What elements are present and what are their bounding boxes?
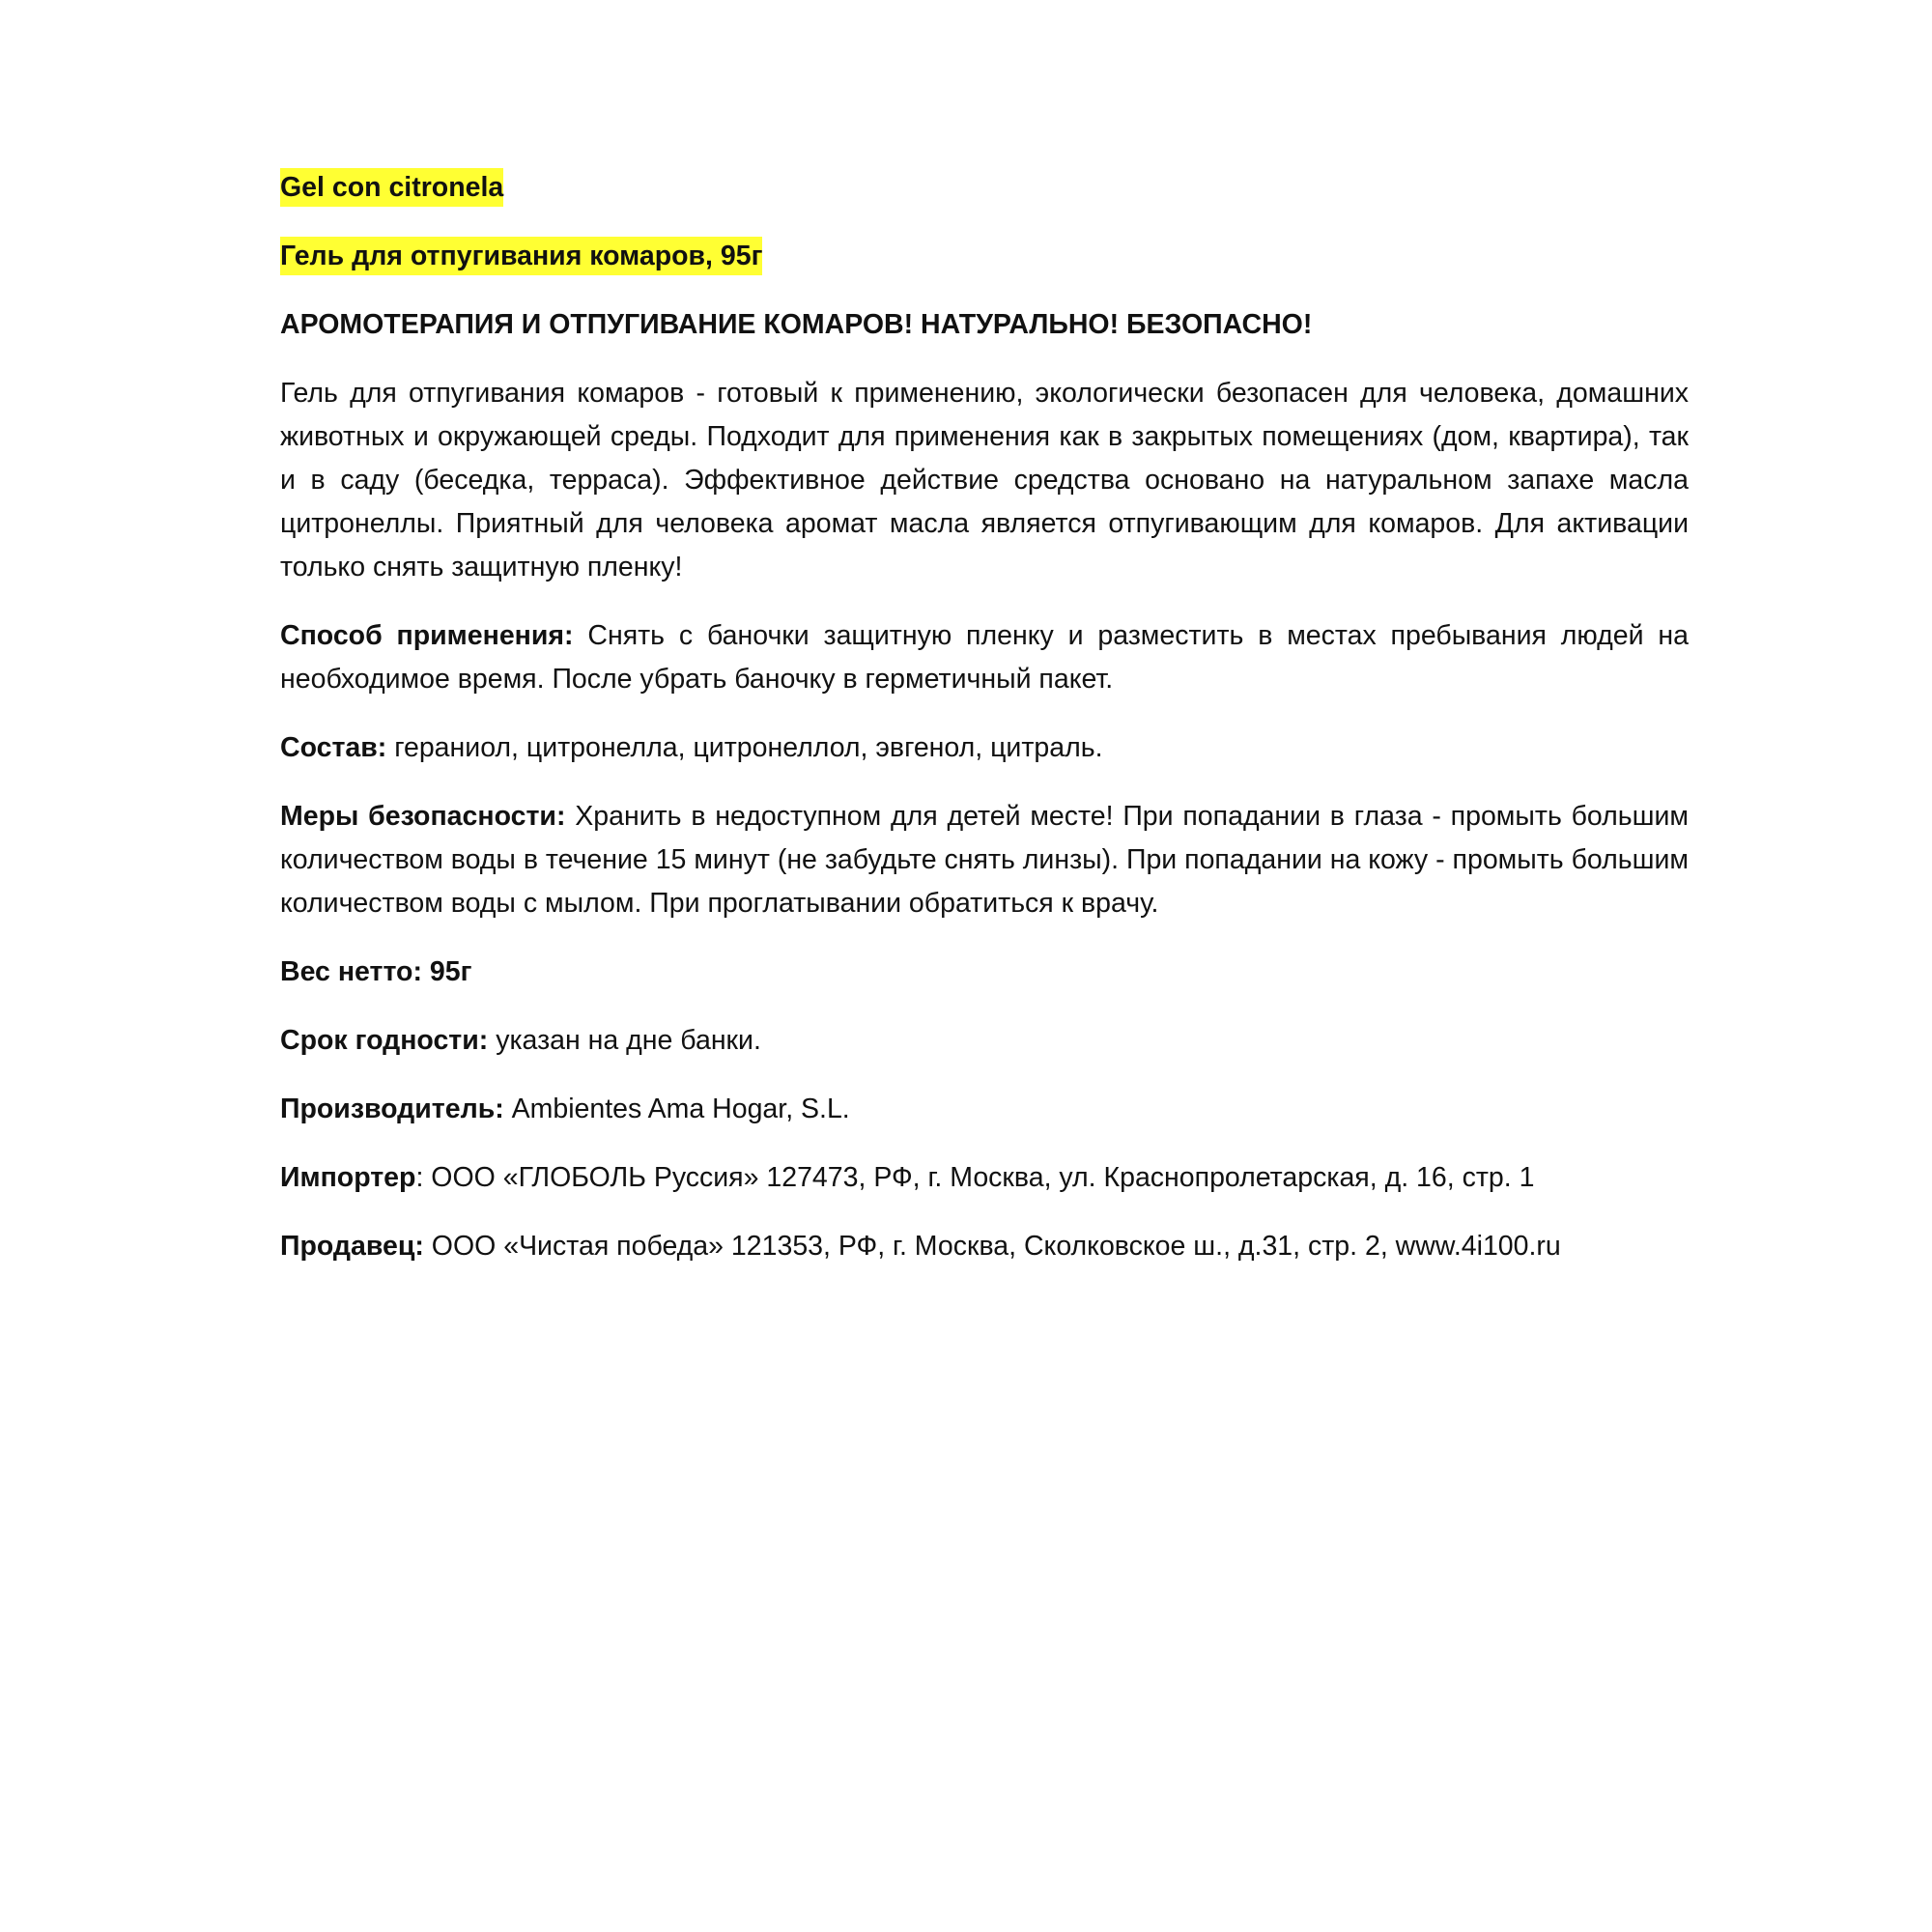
description: Гель для отпугивания комаров - готовый к применению, экологически безопасен для человека, домашних животных и окружающей среды. Подходит для применения как в закрытых помещениях (дом, квартира), так и в саду (беседка, терраса). Эффективное действие средства основано на натуральном запахе масла цитронеллы. Приятный для человека аромат масла является отпугивающим для комаров. Для активации только снять защитную пленку! bbox=[280, 378, 1689, 582]
seller-text: ООО «Чистая победа» 121353, РФ, г. Москва, Сколковское ш., д.31, стр. 2, www.4i100.ru bbox=[423, 1231, 1561, 1262]
importer-label: Импортер bbox=[280, 1162, 416, 1193]
usage-label: Способ применения: bbox=[280, 620, 574, 651]
safety-text: Хранить в недоступном для детей месте! При попадании в глаза - промыть большим количеством воды в течение 15 минут (не забудьте снять линзы). При попадании на кожу - промыть большим количеством воды с мылом. При проглатывании обратиться к врачу. bbox=[280, 801, 1689, 919]
headline: АРОМОТЕРАПИЯ И ОТПУГИВАНИЕ КОМАРОВ! НАТУРАЛЬНО! БЕЗОПАСНО! bbox=[280, 309, 1313, 340]
composition-paragraph bbox=[280, 726, 1689, 770]
usage-text: Снять с баночки защитную пленку и разместить в местах пребывания людей на необходимое время. После убрать баночку в герметичный пакет. bbox=[280, 620, 1689, 695]
title-es: Gel con citronela bbox=[280, 168, 503, 207]
shelf-life-label: Срок годности: bbox=[280, 1025, 489, 1056]
safety-paragraph bbox=[280, 795, 1689, 925]
shelf-life-paragraph bbox=[280, 1019, 1689, 1063]
title-es-paragraph bbox=[280, 166, 1689, 210]
manufacturer-label: Производитель: bbox=[280, 1094, 504, 1124]
seller-paragraph bbox=[280, 1225, 1689, 1268]
manufacturer-text: Ambientes Ama Hogar, S.L. bbox=[503, 1094, 850, 1124]
composition-text: гераниол, цитронелла, цитронеллол, эвгенол, цитраль. bbox=[386, 732, 1103, 763]
title-ru: Гель для отпугивания комаров, 95г bbox=[280, 237, 762, 275]
safety-label: Меры безопасности: bbox=[280, 801, 566, 832]
net-weight-label: Вес нетто: 95г bbox=[280, 956, 472, 987]
composition-label: Состав: bbox=[280, 732, 387, 763]
seller-label: Продавец: bbox=[280, 1231, 424, 1262]
shelf-life-text: указан на дне банки. bbox=[488, 1025, 761, 1056]
manufacturer-paragraph bbox=[280, 1088, 1689, 1131]
usage-paragraph bbox=[280, 614, 1689, 701]
importer-text: : ООО «ГЛОБОЛЬ Руссия» 127473, РФ, г. Москва, ул. Краснопролетарская, д. 16, стр. 1 bbox=[415, 1162, 1535, 1193]
net-weight-paragraph bbox=[280, 951, 1689, 994]
document-content bbox=[280, 166, 1689, 1293]
importer-paragraph bbox=[280, 1156, 1689, 1200]
title-ru-paragraph bbox=[280, 235, 1689, 278]
